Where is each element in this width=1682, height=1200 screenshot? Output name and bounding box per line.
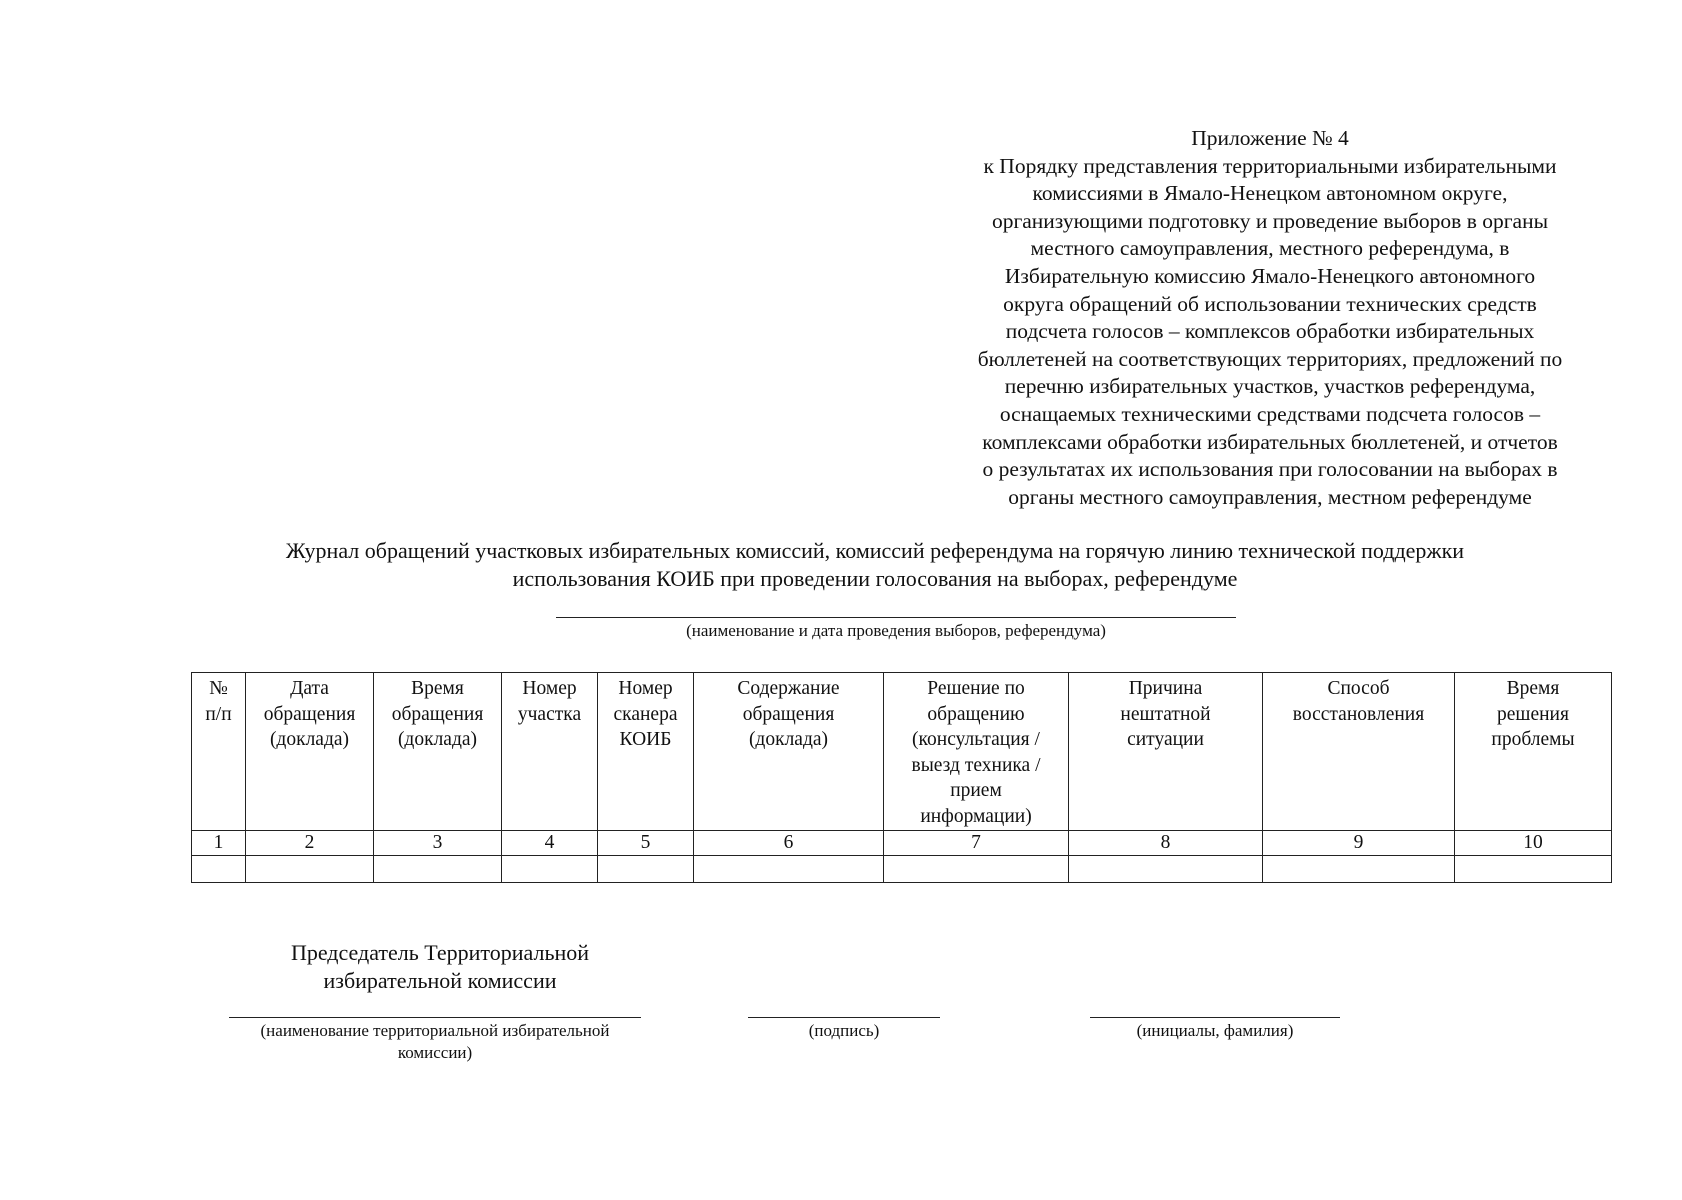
column-number-row xyxy=(192,830,1612,855)
column-header-decision: Решение по обращению (консультация / выезд техника / прием информации) xyxy=(884,673,1069,831)
appendix-title: Приложение № 4 xyxy=(1191,126,1349,150)
initials-line xyxy=(1090,1017,1340,1018)
signature-caption: (подпись) xyxy=(808,1021,880,1040)
table-cell xyxy=(598,855,694,882)
commission-name-caption: (наименование территориальной избирательной комиссии) xyxy=(260,1021,610,1062)
column-header-cause: Причина нештатной ситуации xyxy=(1069,673,1263,831)
appendix-line: органы местного самоуправления, местном референдуме xyxy=(1008,484,1532,509)
column-number: 1 xyxy=(192,830,246,855)
elections-name-caption: (наименование и дата проведения выборов, референдума) xyxy=(686,621,1106,640)
table-empty-row xyxy=(192,855,1612,882)
column-header-number: № п/п xyxy=(192,673,246,831)
table-cell xyxy=(1069,855,1263,882)
appendix-line: Избирательную комиссию Ямало-Ненецкого автономного xyxy=(1004,263,1536,288)
commission-name-line xyxy=(229,1017,641,1018)
appendix-line: комиссиями в Ямало-Ненецком автономном округе, xyxy=(1032,181,1508,206)
appendix-line: о результатах их использования при голосовании на выборах в xyxy=(982,457,1558,482)
signature-line xyxy=(748,1017,940,1018)
chairman-title-line-1: Председатель Территориальной xyxy=(290,940,590,965)
appendix-line: к Порядку представления территориальными избирательными xyxy=(983,153,1557,178)
appendix-line: организующими подготовку и проведение выборов в органы xyxy=(991,208,1549,233)
appendix-line: комплексами обработки избирательных бюллетеней, и отчетов xyxy=(982,429,1558,454)
appendix-line: округа обращений об использовании технических средств xyxy=(1003,291,1537,316)
column-header-content: Содержание обращения (доклада) xyxy=(694,673,884,831)
column-number: 5 xyxy=(598,830,694,855)
appendix-line: оснащаемых техническими средствами подсчета голосов – xyxy=(999,401,1541,426)
chairman-title-line-2: избирательной комиссии xyxy=(323,968,557,993)
journal-title-line-2: использования КОИБ при проведении голосования на выборах, референдуме xyxy=(512,566,1238,591)
column-number: 2 xyxy=(246,830,374,855)
column-number: 7 xyxy=(884,830,1069,855)
column-header-date: Дата обращения (доклада) xyxy=(246,673,374,831)
column-header-recovery: Способ восстановления xyxy=(1263,673,1455,831)
appendix-line: перечню избирательных участков, участков референдума, xyxy=(1004,374,1536,399)
appendix-line: бюллетеней на соответствующих территориях, предложений по xyxy=(977,346,1563,371)
appendix-line: подсчета голосов – комплексов обработки избирательных xyxy=(1005,319,1535,344)
table-cell xyxy=(192,855,246,882)
table-cell xyxy=(246,855,374,882)
journal-title-line-1: Журнал обращений участковых избирательных комиссий, комиссий референдума на горячую линию технической поддержки xyxy=(285,538,1465,563)
journal-title xyxy=(190,537,1560,593)
column-number: 8 xyxy=(1069,830,1263,855)
table-cell xyxy=(1455,855,1612,882)
column-number: 10 xyxy=(1455,830,1612,855)
table-cell xyxy=(374,855,502,882)
elections-name-line xyxy=(556,617,1236,618)
chairman-title xyxy=(255,939,625,995)
table-cell xyxy=(694,855,884,882)
initials-caption: (инициалы, фамилия) xyxy=(1136,1021,1294,1040)
column-number: 3 xyxy=(374,830,502,855)
column-header-scanner: Номер сканера КОИБ xyxy=(598,673,694,831)
column-number: 6 xyxy=(694,830,884,855)
appendix-block xyxy=(930,125,1610,511)
column-header-resolution-time: Время решения проблемы xyxy=(1455,673,1612,831)
table-cell xyxy=(884,855,1069,882)
column-number: 9 xyxy=(1263,830,1455,855)
column-number: 4 xyxy=(502,830,598,855)
table-header-row xyxy=(192,673,1612,831)
journal-table xyxy=(191,672,1612,883)
table-cell xyxy=(1263,855,1455,882)
column-header-precinct: Номер участка xyxy=(502,673,598,831)
table-cell xyxy=(502,855,598,882)
column-header-time: Время обращения (доклада) xyxy=(374,673,502,831)
appendix-line: местного самоуправления, местного референдума, в xyxy=(1030,236,1510,261)
